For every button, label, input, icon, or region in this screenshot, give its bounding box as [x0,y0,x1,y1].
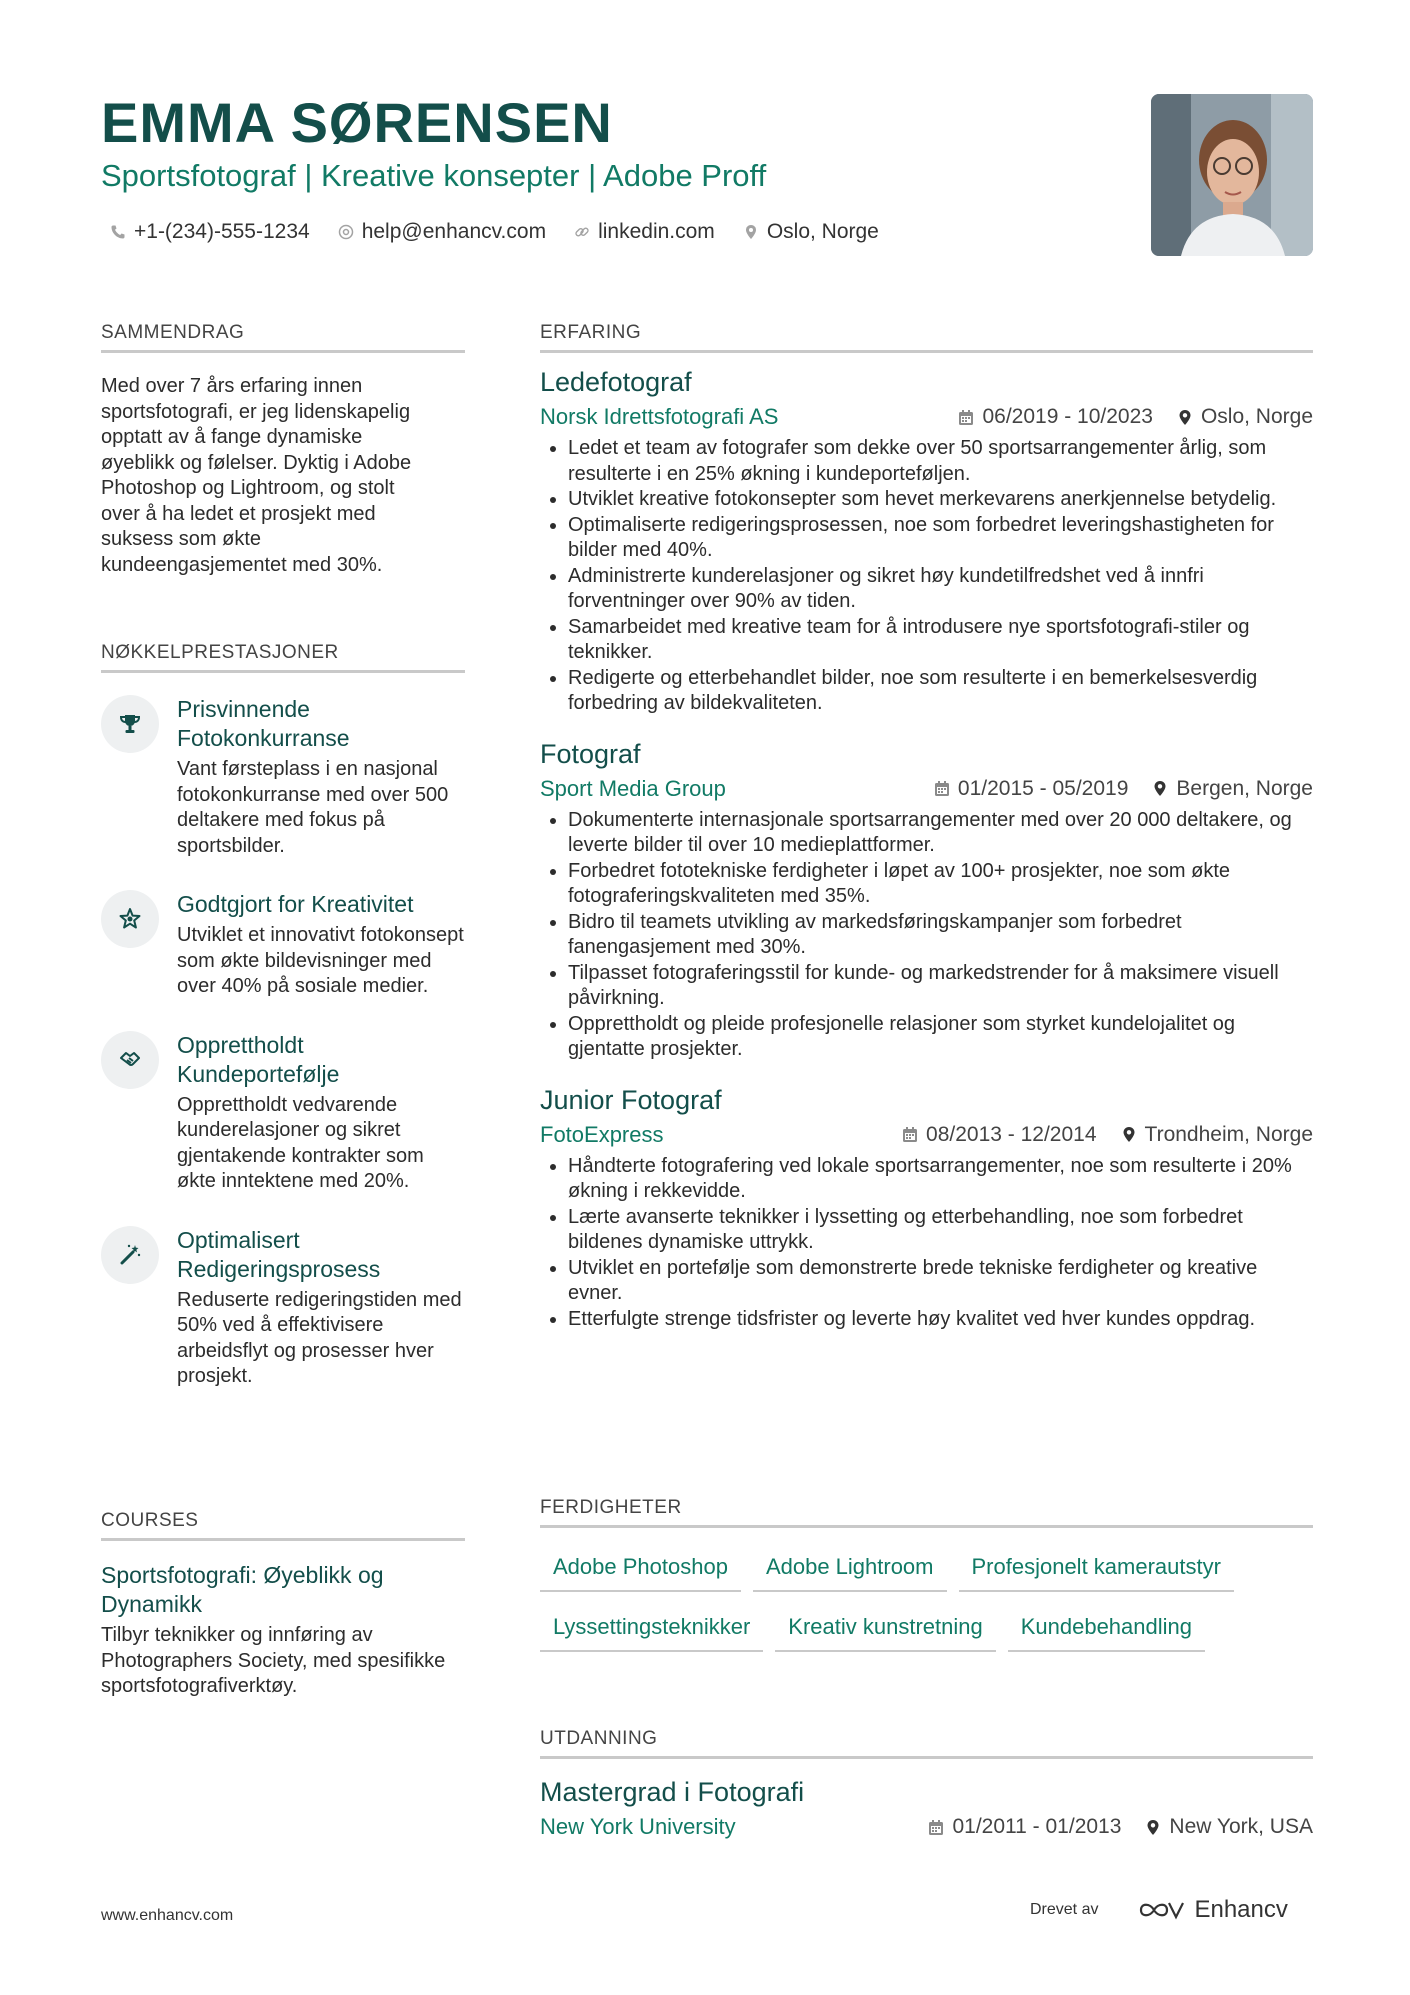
contact-phone [110,220,310,244]
job-bullet: • Optimaliserte redigeringsprosessen, noe som forbedret leveringshastigheten for bilder med 40%. [568,513,1313,564]
link-icon [574,224,590,240]
summary-heading: SAMMENDRAG [101,322,465,353]
education-heading: UTDANNING [540,1728,1313,1759]
achievement-item [101,695,465,859]
summary-line: Photoshop og Lightroom, og stolt [101,477,395,499]
courses-heading: COURSES [101,1510,465,1541]
contact-linkedin[interactable] [574,220,715,244]
achievement-title: Prisvinnende Fotokonkurranse [177,696,350,751]
education-location [1145,1815,1313,1839]
phone-icon [110,224,126,240]
skills-heading: FERDIGHETER [540,1497,1313,1528]
brand-logo[interactable] [1138,1896,1287,1924]
job-entry [540,1085,1313,1333]
experience-section [540,322,1313,1332]
calendar-icon [928,1819,944,1836]
skill-tag: Profesjonelt kamerautstyr [959,1544,1234,1592]
education-section [540,1728,1313,1840]
education-degree: Mastergrad i Fotografi [540,1777,805,1807]
job-dates [902,1123,1096,1147]
job-title: Ledefotograf [540,367,692,397]
job-dates [958,405,1152,429]
summary-line: opptatt av å fange dynamiske [101,426,363,448]
job-bullets [540,436,1313,717]
contact-row [110,220,879,244]
enhancv-logo-icon [1138,1898,1186,1922]
job-bullet: • Ledet et team av fotografer som dekke over 50 sportsarrangementer årlig, som resulterte i en 25% økning i kundeporteføljen. [568,436,1313,487]
courses-section [101,1510,465,1700]
job-bullets [540,1154,1313,1333]
job-bullet: • Redigerte og etterbehandlet bilder, noe som resulterte i en bemerkelsesverdig forbedring av bildekvaliteten. [568,666,1313,717]
job-company: Sport Media Group [540,775,726,801]
achievement-item [101,890,465,1000]
location-pin-icon [1177,409,1193,426]
education-school: New York University [540,1814,736,1839]
job-location [1177,405,1313,429]
job-company: Norsk Idrettsfotografi AS [540,404,779,429]
job-bullet: • Etterfulgte strenge tidsfrister og leverte høy kvalitet ved hver kundes oppdrag. [568,1307,1313,1333]
course-desc: Tilbyr teknikker og innføring av Photographers Society, med spesifikke sportsfotografiverktøy. [101,1624,446,1697]
location-pin-icon [1121,1126,1137,1143]
experience-heading: ERFARING [540,322,1313,353]
skill-tag: Adobe Lightroom [753,1544,947,1592]
achievement-title: Godtgjort for Kreativitet [177,891,414,917]
skill-tag: Kundebehandling [1008,1604,1205,1652]
email-text: help@enhancv.com [361,220,547,243]
magic-wand-icon [118,1243,142,1267]
course-title: Sportsfotografi: Øyeblikk og Dynamikk [101,1562,384,1617]
achievement-desc: Vant førsteplass i en nasjonal fotokonkurranse med over 500 deltakere med fokus på sportsbilder. [177,758,449,857]
profile-photo [1151,94,1313,256]
education-location-text: New York, USA [1169,1815,1313,1838]
job-dates [934,777,1128,801]
job-bullet: • Håndterte fotografering ved lokale sportsarrangementer, noe som resulterte i 20% økning i rekkevidde. [568,1154,1313,1205]
footer-branding [1030,1896,1288,1924]
candidate-headline: Sportsfotograf | Kreative konsepter | Adobe Proff [101,158,767,193]
education-dates [928,1815,1121,1839]
summary-line: kundeengasjementet med 30%. [101,553,383,576]
powered-by-label: Drevet av [1030,1901,1099,1918]
job-dates-text: 06/2019 - 10/2023 [982,405,1153,428]
job-bullet: • Lærte avanserte teknikker i lyssetting og etterbehandling, noe som forbedret bildenes dynamiske uttrykk. [568,1205,1313,1256]
skill-tag: Lyssettingsteknikker [540,1604,763,1652]
achievement-title: Opprettholdt Kundeportefølje [177,1031,340,1087]
portrait-image [1151,94,1313,256]
job-dates-text: 01/2015 - 05/2019 [957,776,1129,800]
location-pin-icon [1152,780,1168,797]
at-icon [338,224,354,240]
contact-location [743,220,879,244]
job-bullets [540,808,1313,1063]
achievement-icon-badge [101,890,159,948]
job-bullet: • Tilpasset fotograferingsstil for kunde- og markedstrender for å maksimere visuell påvirkning. [568,961,1313,1012]
trophy-icon [118,712,142,736]
job-location-text: Bergen, Norge [1176,776,1313,800]
summary-line: Med over 7 års erfaring innen [101,375,363,397]
job-bullet: • Utviklet kreative fotokonsepter som hevet merkevarens anerkjennelse betydelig. [568,487,1313,513]
achievement-item [101,1226,465,1390]
job-location [1121,1123,1313,1147]
achievement-icon-badge [101,695,159,753]
job-title: Junior Fotograf [540,1084,722,1115]
handshake-icon [118,1048,142,1072]
job-title: Fotograf [540,738,641,769]
job-company: FotoExpress [540,1121,664,1147]
job-location-text: Trondheim, Norge [1144,1122,1313,1146]
summary-line: suksess som økte [101,528,262,550]
skill-tag: Adobe Photoshop [540,1544,741,1592]
skill-tag: Kreativ kunstretning [775,1604,995,1652]
achievement-icon-badge [101,1226,159,1284]
calendar-icon [902,1126,918,1143]
job-bullet: • Utviklet en portefølje som demonstrerte brede tekniske ferdigheter og kreative evner. [568,1256,1313,1307]
summary-line: øyeblikk og følelser. Dyktig i Adobe [101,451,412,474]
calendar-icon [934,780,950,797]
contact-email[interactable] [338,220,546,244]
footer-url[interactable]: www.enhancv.com [101,1907,234,1924]
linkedin-text: linkedin.com [598,220,715,243]
job-bullet: • Bidro til teamets utvikling av markedsføringskampanjer som forbedret fanengasjement med 30%. [568,910,1313,961]
achievements-section [101,642,465,1390]
job-entry [540,367,1313,717]
phone-text: +1-(234)-555-1234 [134,220,310,243]
job-bullet: • Opprettholdt og pleide profesjonelle relasjoner som styrket kundelojalitet og gjentatte prosjekter. [568,1012,1313,1063]
education-dates-text: 01/2011 - 01/2013 [952,1815,1122,1838]
location-pin-icon [1145,1819,1161,1836]
achievement-icon-badge [101,1031,159,1089]
achievements-heading: NØKKELPRESTASJONER [101,642,465,673]
achievement-desc: Reduserte redigeringstiden med 50% ved å effektivisere arbeidsflyt og prosesser hver prosjekt. [177,1288,462,1387]
job-bullet: • Dokumenterte internasjonale sportsarrangementer med over 20 000 deltakere, og leverte bilder til over 10 medieplattformer. [568,808,1313,859]
job-location [1152,777,1313,801]
job-location-text: Oslo, Norge [1200,405,1313,428]
summary-section [101,322,465,578]
achievement-title: Optimalisert Redigeringsprosess [177,1226,381,1282]
job-entry [540,739,1313,1063]
calendar-icon [958,409,974,426]
skills-list [540,1544,1313,1664]
summary-line: sportsfotografi, er jeg lidenskapelig [101,400,411,423]
summary-line: over å ha ledet et prosjekt med [101,502,376,525]
candidate-name: EMMA SØRENSEN [101,91,613,154]
skills-section [540,1497,1313,1664]
star-icon [118,907,142,931]
job-bullet: • Forbedret fototekniske ferdigheter i løpet av 100+ prosjekter, noe som økte fotograferingskvaliteten med 35%. [568,859,1313,910]
brand-name: Enhancv [1194,1896,1288,1923]
achievement-desc: Opprettholdt vedvarende kunderelasjoner og sikret gjentakende kontrakter som økte inntektene med 20%. [177,1093,424,1192]
achievement-desc: Utviklet et innovativt fotokonsept som økte bildevisninger med over 40% på sosiale medier. [177,924,464,997]
job-bullet: • Administrerte kunderelasjoner og sikret høy kundetilfredshet ved å innfri forventninger over 90% av tiden. [568,564,1313,615]
job-dates-text: 08/2013 - 12/2014 [926,1122,1097,1146]
summary-text [101,374,465,578]
achievement-item [101,1031,465,1195]
location-pin-icon [743,224,759,240]
location-text: Oslo, Norge [766,220,879,243]
job-bullet: • Samarbeidet med kreative team for å introdusere nye sportsfotografi-stiler og teknikker. [568,615,1313,666]
